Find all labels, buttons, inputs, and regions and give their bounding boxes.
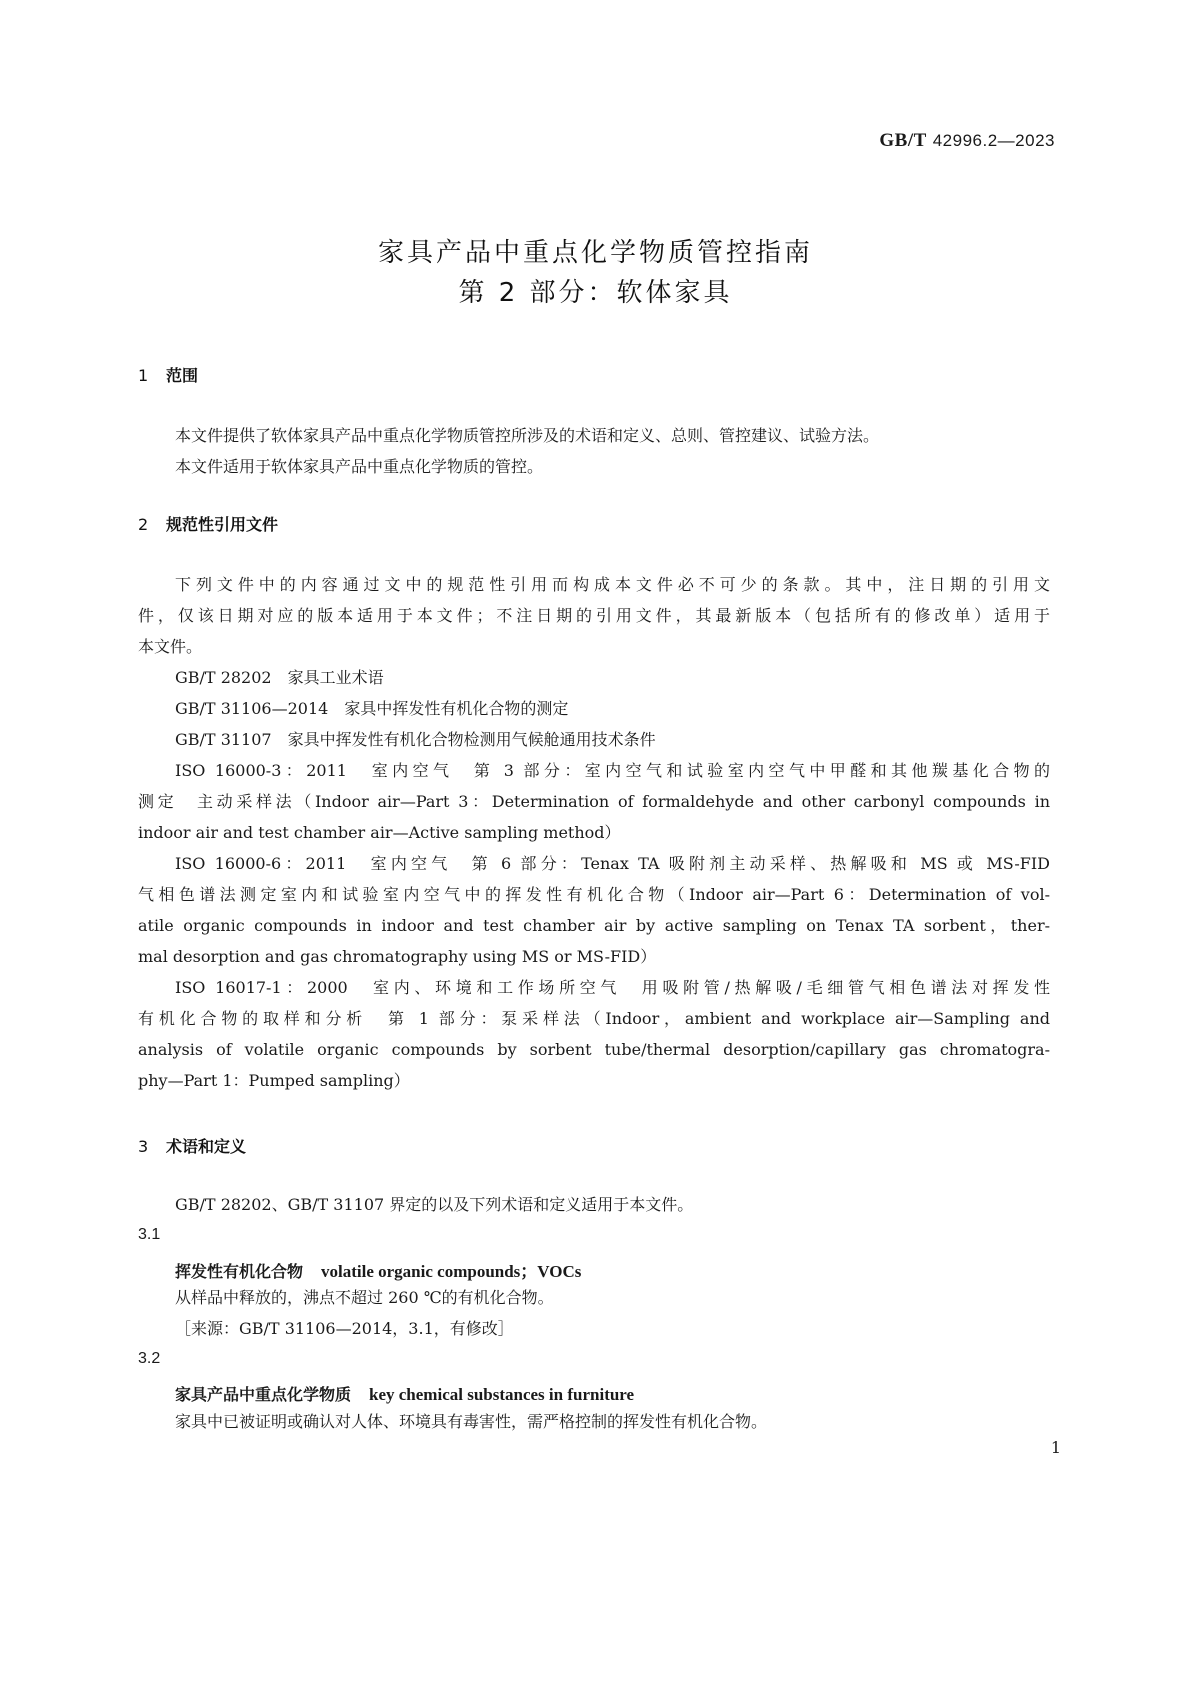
section-number: 2 bbox=[138, 515, 149, 534]
reference-line: analysis of volatile organic compounds by sorbent tube/thermal desorption/capillary gas chromatogra- bbox=[138, 1040, 1050, 1059]
reference-title: 家具中挥发性有机化合物的测定 bbox=[344, 699, 569, 718]
section-title: 术语和定义 bbox=[166, 1137, 247, 1156]
term-en: key chemical substances in furniture bbox=[369, 1385, 635, 1404]
paragraph-line: 件，仅该日期对应的版本适用于本文件；不注日期的引用文件，其最新版本（包括所有的修改单）适用于 bbox=[138, 606, 1050, 625]
section-number: 3 bbox=[138, 1137, 149, 1156]
reference-line: indoor air and test chamber air—Active sampling method） bbox=[138, 823, 621, 842]
term-zh: 家具产品中重点化学物质 bbox=[175, 1385, 352, 1404]
reference-line: ISO 16000-3：2011 室内空气 第 3 部分：室内空气和试验室内空气中甲醛和其他羰基化合物的 bbox=[175, 761, 1050, 780]
term-number: 3.1 bbox=[138, 1226, 161, 1243]
standard-code bbox=[879, 130, 1055, 152]
reference-code: GB/T 31107 bbox=[175, 730, 272, 749]
section-number: 1 bbox=[138, 366, 149, 385]
reference-line: ISO 16000-6：2011 室内空气 第 6 部分：Tenax TA 吸附剂主动采样、热解吸和 MS 或 MS-FID bbox=[175, 854, 1050, 873]
standard-number: 42996.2—2023 bbox=[932, 131, 1055, 150]
term-zh: 挥发性有机化合物 bbox=[175, 1262, 304, 1281]
reference-item bbox=[175, 693, 568, 724]
section-heading-terms-and-definitions bbox=[138, 1134, 246, 1157]
reference-line: phy—Part 1：Pumped sampling） bbox=[138, 1071, 410, 1090]
reference-line: 气相色谱法测定室内和试验室内空气中的挥发性有机化合物（Indoor air—Part 6：Determination of vol- bbox=[138, 885, 1050, 904]
paragraph: 本文件提供了软体家具产品中重点化学物质管控所涉及的术语和定义、总则、管控建议、试验方法。 bbox=[175, 426, 880, 445]
term-entry bbox=[175, 1257, 581, 1282]
document-title: 家具产品中重点化学物质管控指南 bbox=[377, 238, 813, 268]
section-title: 规范性引用文件 bbox=[166, 515, 279, 534]
page-number: 1 bbox=[1050, 1438, 1061, 1457]
term-en: volatile organic compounds；VOCs bbox=[321, 1262, 582, 1281]
section-heading-scope bbox=[138, 363, 198, 386]
paragraph-line: 本文件。 bbox=[138, 637, 203, 656]
paragraph: 本文件适用于软体家具产品中重点化学物质的管控。 bbox=[175, 457, 544, 476]
term-definition: 家具中已被证明或确认对人体、环境具有毒害性，需严格控制的挥发性有机化合物。 bbox=[175, 1412, 768, 1431]
reference-line: ISO 16017-1：2000 室内、环境和工作场所空气 用吸附管/热解吸/毛细管气相色谱法对挥发性 bbox=[175, 978, 1050, 997]
reference-line: mal desorption and gas chromatography using MS or MS-FID） bbox=[138, 947, 657, 966]
section-heading-normative-references bbox=[138, 512, 278, 535]
term-source: ［来源：GB/T 31106—2014，3.1，有修改］ bbox=[175, 1319, 514, 1338]
reference-line: atile organic compounds in indoor and test chamber air by active sampling on Tenax TA sorbent，ther- bbox=[138, 916, 1051, 935]
reference-title: 家具中挥发性有机化合物检测用气候舱通用技术条件 bbox=[287, 730, 656, 749]
document-subtitle: 第 2 部分：软体家具 bbox=[458, 278, 733, 308]
section-title: 范围 bbox=[166, 366, 199, 385]
term-number: 3.2 bbox=[138, 1350, 161, 1367]
reference-line: 测定 主动采样法（Indoor air—Part 3：Determination of formaldehyde and other carbonyl compounds in bbox=[138, 792, 1050, 811]
standard-prefix: GB/T bbox=[879, 130, 927, 151]
reference-code: GB/T 28202 bbox=[175, 668, 272, 687]
term-definition: 从样品中释放的，沸点不超过 260 ℃的有机化合物。 bbox=[175, 1288, 554, 1307]
term-entry bbox=[175, 1382, 634, 1405]
reference-line: 有机化合物的取样和分析 第 1 部分：泵采样法（Indoor，ambient and workplace air—Sampling and bbox=[138, 1009, 1050, 1028]
paragraph: GB/T 28202、GB/T 31107 界定的以及下列术语和定义适用于本文件。 bbox=[175, 1195, 694, 1214]
reference-code: GB/T 31106—2014 bbox=[175, 699, 329, 718]
paragraph-line: 下列文件中的内容通过文中的规范性引用而构成本文件必不可少的条款。其中，注日期的引用文 bbox=[175, 575, 1050, 594]
reference-item bbox=[175, 724, 656, 755]
reference-item bbox=[175, 662, 384, 693]
reference-title: 家具工业术语 bbox=[287, 668, 384, 687]
